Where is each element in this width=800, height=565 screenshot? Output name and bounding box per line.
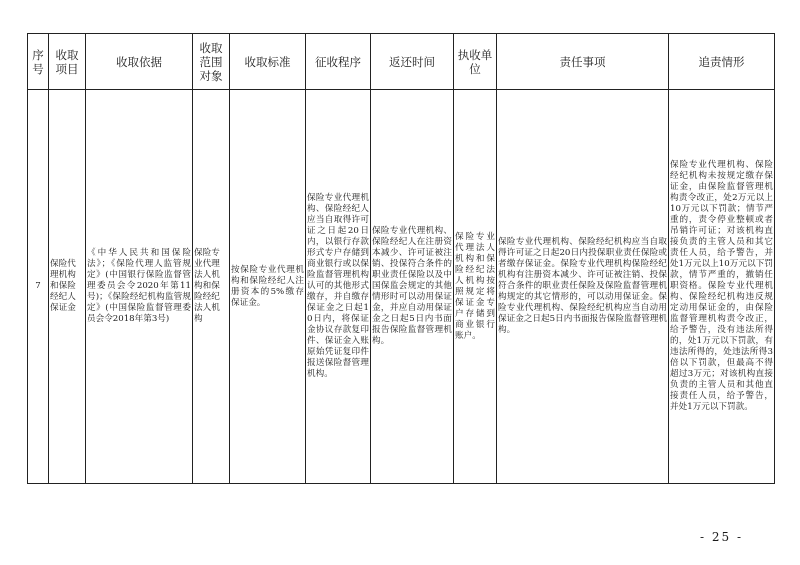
header-scope: 收取范围对象 xyxy=(193,34,230,90)
header-no: 序号 xyxy=(28,34,49,90)
header-refund: 返还时间 xyxy=(371,34,454,90)
header-standard: 收取标准 xyxy=(230,34,306,90)
header-row xyxy=(28,34,775,90)
header-basis: 收取依据 xyxy=(86,34,193,90)
header-accountability: 追责情形 xyxy=(669,34,775,90)
cell-accountability: 保险专业代理机构、保险经纪机构未按规定缴存保证金，由保险监督管理机构责令改正，处2万元以上10万元以下罚款；情节严重的，责令停业整顿或者吊销许可证；对该机构直接负责的主管人员和其它责任人员，给予警告，并处1万元以上10万元以下罚款，情节严重的，撤销任职资格。保险专业代理机构、保险经纪机构违反规定动用保证金的，由保险监督管理机构责令改正，给予警告，没有违法所得的，处1万元以下罚款，有违法所得的，处违法所得3倍以下罚款，但最高不得超过3万元；对该机构直接负责的主管人员和其他直接责任人员，给予警告，并处1万元以下罚款。 xyxy=(669,90,775,484)
header-duty: 责任事项 xyxy=(497,34,669,90)
header-procedure: 征收程序 xyxy=(306,34,371,90)
cell-refund: 保险专业代理机构、保险经纪人在注册资本减少、许可证被注销、投保符合条件的职业责任保险以及中国保监会规定的其他情形时可以动用保证金，并应自动用保证金之日起5日内书面报告保险监督管理机构。 xyxy=(371,90,454,484)
page-number: - 25 - xyxy=(700,530,744,544)
header-item: 收取项目 xyxy=(49,34,86,90)
cell-duty: 保险专业代理机构、保险经纪机构应当自取得许可证之日起20日内投保职业责任保险或者缴存保证金。保险专业代理机构保险经纪机构有注册资本减少、许可证被注销、投保符合条件的职业责任保险及保险监督管理机构规定的其它情形的，可以动用保证金。保险专业代理机构、保险经纪机构应当自动用保证金之日起5日内书面报告保险监督管理机构。 xyxy=(497,90,669,484)
table-row xyxy=(28,90,775,484)
fee-table xyxy=(27,33,775,484)
cell-unit: 保险专业代理法人机构和保险经纪法人机构按照规定将保证金专户存储到商业银行账户。 xyxy=(454,90,497,484)
cell-item: 保险代理机构和保险经纪人保证金 xyxy=(49,90,86,484)
cell-procedure: 保险专业代理机构、保险经纪人应当自取得许可证之日起20日内，以银行存款形式专户存储到商业银行或以保险监督管理机构认可的其他形式缴存，并自缴存保证金之日起10日内，将保证金协议存款复印件、保证金入账原始凭证复印件报送保险督管理机构。 xyxy=(306,90,371,484)
cell-no: 7 xyxy=(28,90,49,484)
cell-scope: 保险专业代理法人机构和保险经纪法人机构 xyxy=(193,90,230,484)
header-unit: 执收单位 xyxy=(454,34,497,90)
cell-standard: 按保险专业代理机构和保险经纪人注册资本的5%缴存保证金。 xyxy=(230,90,306,484)
cell-basis: 《中华人民共和国保险法》；《保险代理人监管规定》(中国银行保险监督管理委员会令2020年第11号)；《保险经纪机构监管规定》(中国保险监督管理委员会令2018年第3号) xyxy=(86,90,193,484)
